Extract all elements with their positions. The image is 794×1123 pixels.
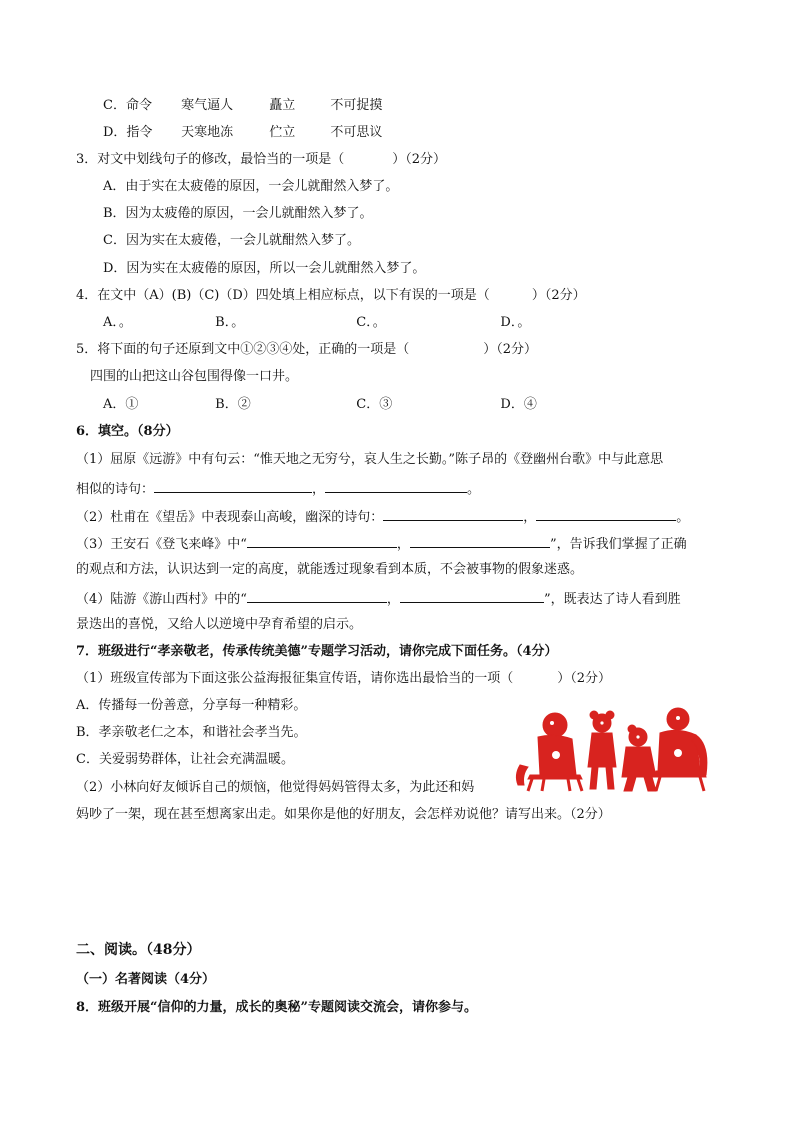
q2-c-word1: 寒气逼人 (181, 98, 234, 113)
q4-option-a: A．。 (103, 315, 132, 330)
grandpa-leg (516, 765, 528, 785)
q2-d-letter: D．指令 (103, 125, 153, 140)
q6-blank-7[interactable] (247, 589, 387, 603)
q6-blank-8[interactable] (400, 589, 544, 603)
child2-legs (624, 777, 656, 791)
stool-top (528, 775, 582, 779)
q4-option-d: D．。 (500, 315, 531, 330)
q6-line1: （1）屈原《远游》中有句云：“惟天地之无穷兮，哀人生之长勤。”陈子昂的《登幽州台歌》中与此意思 (76, 452, 664, 467)
q2-option-d (103, 124, 382, 142)
q6-blank-4[interactable] (536, 507, 676, 521)
q7-sub1 (76, 670, 611, 688)
q6-line6-text: （4）陆游《游山西村》中的“ (76, 592, 247, 607)
q6-blank-2[interactable] (325, 479, 467, 493)
section2-subtitle: （一）名著阅读（4分） (76, 972, 216, 987)
paper-cut-family-illustration (510, 705, 710, 793)
q6-comma: ， (396, 537, 410, 552)
child2-eye (636, 735, 639, 738)
q3-stem-text: 3．对文中划线句子的修改，最恰当的一项是（ (76, 152, 345, 167)
q5-stem-text: 5．将下面的句子还原到文中①②③④处，正确的一项是（ (76, 342, 410, 357)
q6-comma: ， (386, 592, 400, 607)
q6-comma: ， (312, 482, 326, 497)
q5-stem (76, 341, 537, 359)
q6-line2-text: 相似的诗句： (76, 482, 155, 497)
q3-stem-end: ）（2分） (392, 152, 447, 167)
q6-line6-end: ”，既表达了诗人看到胜 (543, 592, 681, 607)
q6-line7: 景迭出的喜悦，又给人以逆境中孕育希望的启示。 (76, 617, 363, 632)
section2-title: 二、阅读。（48分） (76, 942, 201, 958)
stool-legs (528, 779, 582, 791)
q6-line4-text: （3）王安石《登飞来峰》中“ (76, 537, 247, 552)
chair-seat (654, 771, 706, 777)
q3-option-d: D．因为实在太疲倦的原因，所以一会儿就酣然入梦了。 (103, 261, 426, 276)
q7-option-b: B．孝亲敬老仁之本，和谐社会孝当先。 (76, 725, 307, 740)
child1-bun-left (590, 711, 598, 719)
q5-sentence: 四围的山把这山谷包围得像一口井。 (90, 369, 299, 384)
q5-option-a: A．① (103, 397, 139, 412)
q2-d-word2: 伫立 (269, 125, 296, 140)
q6-comma: ， (523, 510, 537, 525)
grandma-eye (676, 716, 680, 720)
q4-stem (76, 287, 586, 305)
q2-c-word3: 不可捉摸 (330, 98, 383, 113)
q6-blank-6[interactable] (410, 534, 550, 548)
q2-c-letter: C．命令 (103, 98, 152, 113)
q5-stem-end: ）（2分） (483, 342, 538, 357)
grandma-pattern (674, 749, 682, 757)
q2-d-word3: 不可思议 (330, 125, 383, 140)
q2-d-word1: 天寒地冻 (181, 125, 234, 140)
grandpa-pattern (552, 751, 560, 759)
q6-line2 (76, 479, 480, 499)
q6-title: 6．填空。（8分） (76, 424, 179, 439)
child1-legs (590, 767, 614, 789)
q5-option-d: D．④ (500, 397, 537, 412)
q6-period: 。 (467, 482, 481, 497)
q6-line5: 的观点和方法，认识达到一定的高度，就能透过现象看到本质，不会被事物的假象迷惑。 (76, 562, 584, 577)
q4-options (103, 314, 530, 332)
q6-line6 (76, 589, 681, 609)
q5-options (103, 396, 537, 414)
q6-blank-5[interactable] (247, 534, 397, 548)
q4-option-c: C．。 (356, 315, 386, 330)
q6-blank-1[interactable] (154, 479, 312, 493)
grandpa-head (543, 713, 567, 737)
q4-stem-text: 4．在文中（A）(B)（C)（D）四处填上相应标点，以下有误的一项是（ (76, 288, 490, 303)
q5-option-b: B．② (215, 397, 251, 412)
q7-sub2-line2: 妈吵了一架，现在甚至想离家出走。如果你是他的好朋友，会怎样劝说他？请写出来。（2分） (76, 807, 611, 822)
chair-legs (656, 777, 704, 791)
q5-option-c: C．③ (356, 397, 393, 412)
q7-sub2-line1: （2）小林向好友倾诉自己的烦恼，他觉得妈妈管得太多，为此还和妈 (76, 780, 475, 795)
q2-option-c (103, 97, 382, 115)
child1-eye (600, 721, 603, 724)
q7-sub1-end: ）（2分） (557, 671, 612, 686)
q4-stem-end: ）（2分） (531, 288, 586, 303)
q6-line3 (76, 507, 689, 527)
q6-line4 (76, 534, 687, 554)
q7-option-a: A．传播每一份善意，分享每一种精彩。 (76, 698, 307, 713)
q7-sub1-text: （1）班级宣传部为下面这张公益海报征集宣传语，请你选出最恰当的一项（ (76, 671, 514, 686)
q6-blank-3[interactable] (383, 507, 523, 521)
q4-option-b: B．。 (215, 315, 245, 330)
child1-body (588, 733, 616, 767)
q3-option-b: B．因为太疲倦的原因，一会儿就酣然入梦了。 (103, 206, 373, 221)
q3-stem (76, 151, 446, 169)
q2-c-word2: 矗立 (269, 98, 296, 113)
q7-option-c: C．关爱弱势群体，让社会充满温暖。 (76, 752, 294, 767)
child2-body (622, 747, 656, 777)
q7-title: 7．班级进行“孝亲敬老，传承传统美德”专题学习活动，请你完成下面任务。（4分） (76, 644, 558, 659)
q6-line3-text: （2）杜甫在《望岳》中表现泰山高峻，幽深的诗句： (76, 510, 384, 525)
q6-line4-end: ”，告诉我们掌握了正确 (549, 537, 687, 552)
q3-option-a: A．由于实在太疲倦的原因，一会儿就酣然入梦了。 (103, 179, 399, 194)
child2-bun (628, 725, 636, 733)
child1-bun-right (606, 711, 614, 719)
q8-stem: 8．班级开展“信仰的力量，成长的奥秘”专题阅读交流会，请你参与。 (76, 1000, 478, 1015)
q6-period: 。 (676, 510, 690, 525)
q3-option-c: C．因为实在太疲倦，一会儿就酣然入梦了。 (103, 233, 360, 248)
grandpa-eye (550, 721, 554, 725)
